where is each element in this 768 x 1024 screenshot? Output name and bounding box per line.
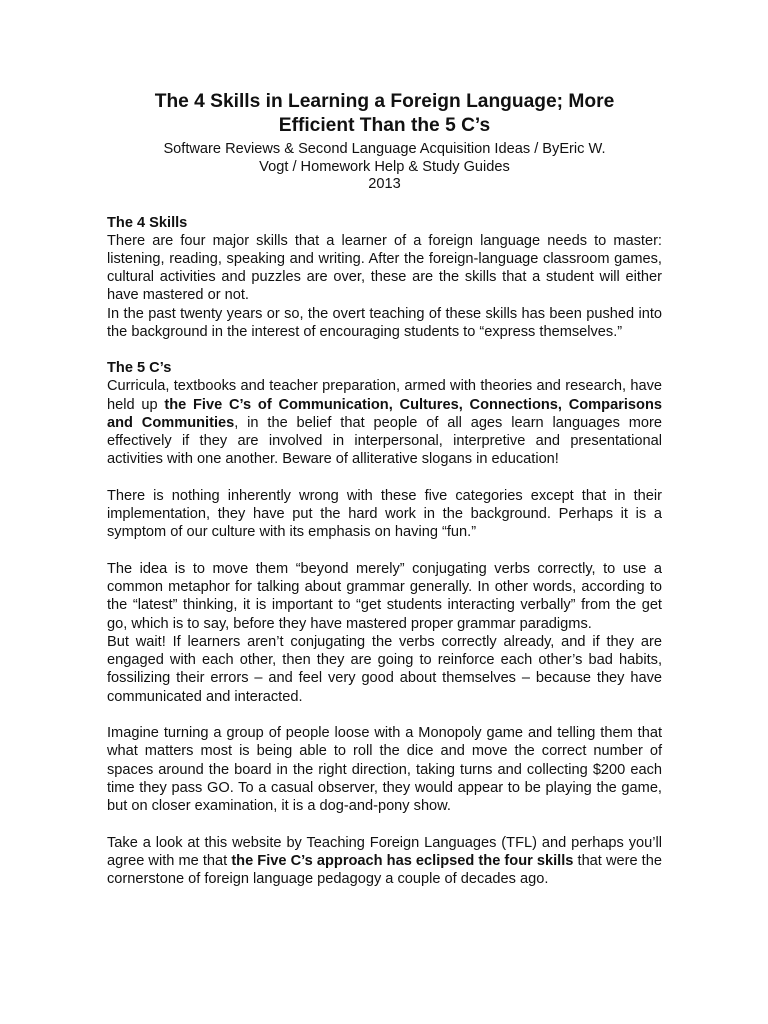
paragraph-cs-5: Imagine turning a group of people loose with a Monopoly game and telling them that what matters most is being able to roll the dice and move the correct number of spaces around the board in the right direction, taking turns and collecting $200 each time they pass GO. To a casual observer, they would appear to be playing the game, but on closer examination, it is a dog-and-pony show. [107,725,662,815]
paragraph-skills-2: In the past twenty years or so, the overt teaching of these skills has been pushed into the background in the interest of encouraging students to “express themselves.” [107,305,662,340]
section-heading-four-skills: The 4 Skills [107,214,188,231]
title-line-1: The 4 Skills in Learning a Foreign Language; More [154,91,615,112]
paragraph-cs-4: But wait! If learners aren’t conjugating the verbs correctly already, and if they are engaged with each other, then they are going to reinforce each other’s bad habits, fossilizing their errors – and feel very good about themselves – because they have communicated and interacted. [107,633,662,705]
paragraph-cs-6 [107,834,662,889]
byline-year: 2013 [368,176,401,192]
paragraph-cs-1-bold: the Five C’s of Communication, Cultures, Connections, Comparisons and Communities [107,396,662,431]
paragraph-cs-1-tail: , in the belief that people of all ages learn languages more effectively if they are involved in interpersonal, interpretive and presentational activities with one another. Beware of alliterative slogans in education! [107,414,663,468]
paragraph-cs-1 [107,377,662,468]
document-byline [107,141,662,194]
document-title [107,90,662,138]
paragraph-cs-2: There is nothing inherently wrong with these five categories except that in their implementation, they have put the hard work in the background. Perhaps it is a symptom of our culture with its emphasis on having “fun.” [107,487,662,541]
document-page [107,90,662,888]
byline-line-1: Software Reviews & Second Language Acquisition Ideas / ByEric W. [163,141,606,157]
title-line-2: Efficient Than the 5 C’s [278,115,491,136]
byline-line-2: Vogt / Homework Help & Study Guides [259,158,510,175]
paragraph-cs-6-bold: the Five C’s approach has eclipsed the four skills [231,852,574,869]
paragraph-cs-6-tail: that were the cornerstone of foreign language pedagogy a couple of decades ago. [107,852,662,888]
paragraph-cs-1-lead: Curricula, textbooks and teacher preparation, armed with theories and research, have held up [107,378,662,413]
paragraph-cs-6-lead: Take a look at this website by Teaching Foreign Languages (TFL) and perhaps you’ll agree with me that [107,834,662,869]
section-heading-five-cs: The 5 C’s [107,360,172,377]
paragraph-skills-1: There are four major skills that a learner of a foreign language needs to master: listening, reading, speaking and writing. After the foreign-language classroom games, cultural activities and puzzles are over, these are the skills that a student will either have mastered or not. [107,232,662,304]
paragraph-cs-3: The idea is to move them “beyond merely” conjugating verbs correctly, to use a common metaphor for talking about grammar generally. In other words, according to the “latest” thinking, it is important to “get students interacting verbally” from the get go, which is to say, before they have mastered proper grammar paradigms. [107,560,662,632]
